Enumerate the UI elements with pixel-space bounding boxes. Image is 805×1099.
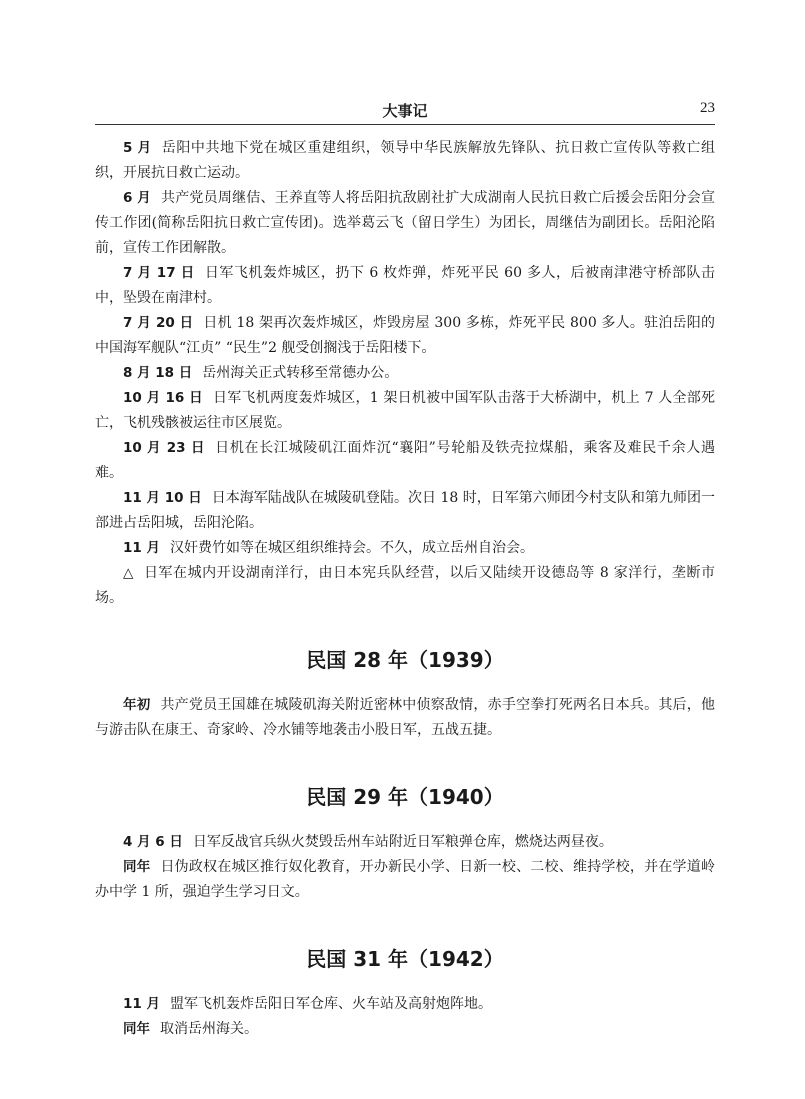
entry [95, 486, 715, 536]
entry-date: 同年 [123, 859, 151, 875]
entry-date: 年初 [123, 697, 151, 713]
entry [95, 361, 715, 386]
entry [95, 311, 715, 361]
section-1939-entries [95, 693, 715, 743]
entry-text: 日军在城内开设湖南洋行，由日本宪兵队经营，以后又陆续开设德岛等 8 家洋行，垄断市场。 [95, 565, 715, 606]
entry-date: 7 月 17 日 [123, 265, 195, 281]
chronicle-content [95, 136, 715, 1042]
page-number: 23 [700, 100, 715, 116]
entry [95, 992, 715, 1017]
entry-text: 日伪政权在城区推行奴化教育，开办新民小学、日新一校、二校、维持学校，并在学道岭办中学 1 所，强迫学生学习日文。 [95, 859, 716, 900]
entry-date: 11 月 10 日 [123, 490, 202, 506]
section-1938-entries [95, 136, 715, 611]
entry-text: 共产党员周继佶、王养直等人将岳阳抗敌剧社扩大成湖南人民抗日救亡后援会岳阳分会宣传工作团(简称岳阳抗日救亡宣传团)。选举葛云飞（留日学生）为团长，周继佶为副团长。岳阳沦陷前，宣传工作团解散。 [95, 190, 715, 256]
entry [95, 561, 715, 611]
header-title: 大事记 [382, 102, 428, 120]
entry [95, 386, 715, 436]
section-1942-entries [95, 992, 715, 1042]
year-heading-1939: 民国 28 年（1939） [306, 648, 504, 672]
entry-text: 汉奸费竹如等在城区组织维持会。不久，成立岳州自治会。 [170, 540, 534, 556]
entry [95, 855, 715, 905]
entry [95, 1017, 715, 1042]
entry-text: 日机在长江城陵矶江面炸沉“襄阳”号轮船及铁壳拉煤船，乘客及难民千余人遇难。 [95, 440, 715, 481]
entry-date: 7 月 20 日 [123, 315, 194, 331]
year-heading-1940: 民国 29 年（1940） [306, 785, 504, 809]
entry-text: 日军飞机轰炸城区，扔下 6 枚炸弹，炸死平民 60 多人，后被南津港守桥部队击中，坠毁在南津村。 [95, 265, 715, 306]
entry-text: 取消岳州海关。 [160, 1021, 258, 1037]
entry [95, 186, 715, 261]
entry-date: △ [123, 565, 134, 581]
entry-date: 4 月 6 日 [123, 834, 183, 850]
section-1940-entries [95, 830, 715, 905]
entry-text: 日机 18 架再次轰炸城区，炸毁房屋 300 多栋，炸死平民 800 多人。驻泊岳阳的中国海军舰队“江贞” “民生”2 舰受创搁浅于岳阳楼下。 [95, 315, 715, 356]
entry-text: 共产党员王国雄在城陵矶海关附近密林中侦察敌情，赤手空拳打死两名日本兵。其后，他与游击队在康王、奇家岭、冷水铺等地袭击小股日军，五战五捷。 [95, 697, 716, 738]
entry-date: 5 月 [123, 140, 152, 156]
entry-date: 11 月 [123, 540, 160, 556]
entry [95, 830, 715, 855]
entry [95, 536, 715, 561]
entry-date: 10 月 16 日 [123, 390, 203, 406]
entry-text: 岳州海关正式转移至常德办公。 [202, 365, 399, 381]
entry-text: 日军飞机两度轰炸城区，1 架日机被中国军队击落于大桥湖中，机上 7 人全部死亡，飞机残骸被运往市区展览。 [95, 390, 715, 431]
entry-text: 日本海军陆战队在城陵矶登陆。次日 18 时，日军第六师团今村支队和第九师团一部进占岳阳城，岳阳沦陷。 [95, 490, 715, 531]
entry [95, 693, 715, 743]
entry-date: 同年 [123, 1021, 150, 1037]
header-rule [95, 124, 715, 125]
entry-date: 8 月 18 日 [123, 365, 193, 381]
entry-date: 11 月 [123, 996, 160, 1012]
entry [95, 261, 715, 311]
entry [95, 136, 715, 186]
entry-text: 盟军飞机轰炸岳阳日军仓库、火车站及高射炮阵地。 [170, 996, 492, 1012]
entry [95, 436, 715, 486]
entry-date: 6 月 [123, 190, 152, 206]
entry-date: 10 月 23 日 [123, 440, 206, 456]
year-heading-1942: 民国 31 年（1942） [306, 947, 504, 971]
entry-text: 岳阳中共地下党在城区重建组织，领导中华民族解放先锋队、抗日救亡宣传队等救亡组织，开展抗日救亡运动。 [95, 140, 716, 181]
running-header [95, 98, 715, 122]
entry-text: 日军反战官兵纵火焚毁岳州车站附近日军粮弹仓库，燃烧达两昼夜。 [192, 834, 613, 850]
